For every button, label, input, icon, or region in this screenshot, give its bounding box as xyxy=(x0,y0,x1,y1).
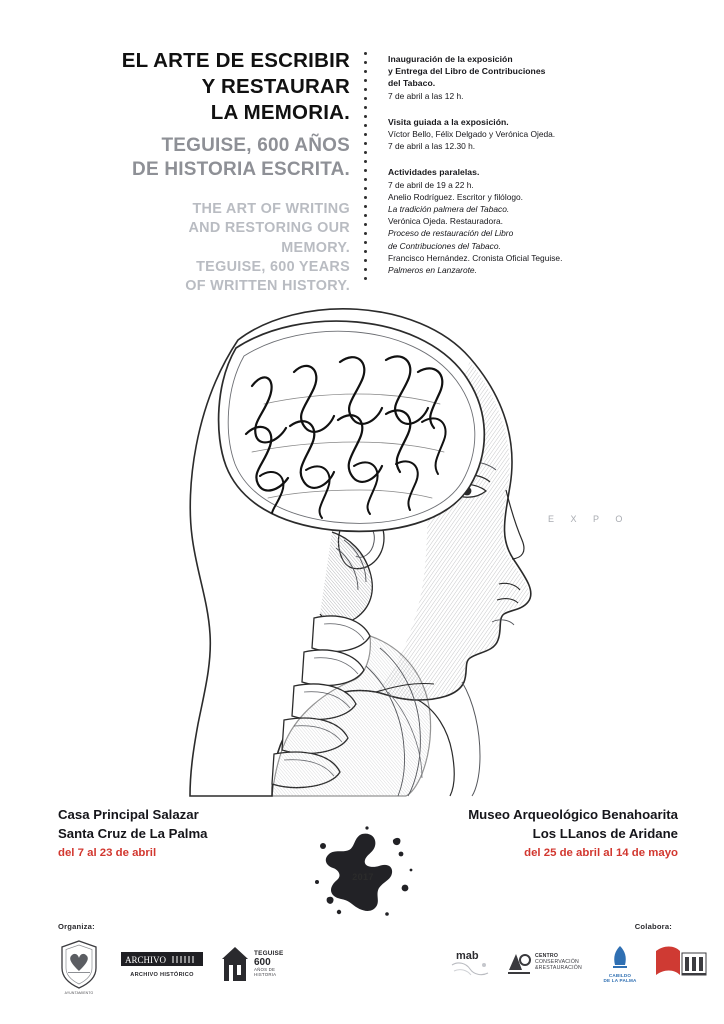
centro-conservacion-restauracion-logo xyxy=(506,940,584,986)
colabora-label: Colabora: xyxy=(634,922,672,931)
info-heading-line: Visita guiada a la exposición. xyxy=(388,116,509,127)
title-english-line: THE ART OF WRITING xyxy=(192,201,350,218)
teguise-600-line-1: TEGUISE xyxy=(254,950,284,958)
organiza-label: Organiza: xyxy=(58,922,95,931)
title-sub xyxy=(118,134,350,183)
info-detail-line: Proceso de restauración del Libro xyxy=(388,228,514,239)
head-anatomy-illustration xyxy=(118,300,638,800)
info-group-actividades-paralelas xyxy=(388,166,608,276)
info-detail-line: Anelio Rodríguez. Escritor y filólogo. xyxy=(388,191,523,202)
title-main-line: LA MEMORIA. xyxy=(210,101,350,125)
svg-text:ARCHIVO: ARCHIVO xyxy=(125,954,167,965)
venue-name-line: Santa Cruz de La Palma xyxy=(58,825,208,841)
cabildo-line-1: CABILDO xyxy=(608,972,632,978)
teguise-600-line-3: AÑOS DE xyxy=(254,967,276,973)
ink-blot xyxy=(305,826,421,918)
info-detail-line: de Contribuciones del Tabaco. xyxy=(388,240,501,251)
centro-line-1: CENTRO xyxy=(535,953,559,960)
expo-wordmark: E X P O xyxy=(548,514,630,524)
archivo-historico-logo xyxy=(116,946,208,982)
info-detail-line: Verónica Ojeda. Restauradora. xyxy=(388,216,503,227)
casa-principal-salazar-logo xyxy=(652,940,710,986)
dotted-divider xyxy=(364,52,367,292)
logo-strip xyxy=(44,934,680,996)
title-english-line: OF WRITTEN HISTORY. xyxy=(185,277,350,294)
info-detail-line: 7 de abril a las 12 h. xyxy=(388,90,464,101)
title-sub-line: TEGUISE, 600 AÑOS xyxy=(161,134,350,156)
info-detail-line: 7 de abril a las 12.30 h. xyxy=(388,141,476,152)
info-detail-line: Palmeros en Lanzarote. xyxy=(388,264,477,275)
info-detail-line: Francisco Hernández. Cronista Oficial Teguise. xyxy=(388,252,563,263)
centro-line-2: CONSERVACIÓN xyxy=(535,959,580,966)
mab-museo-arqueologico-benahoarita-logo xyxy=(442,938,496,988)
venue-name-line: Los LLanos de Aridane xyxy=(532,825,678,841)
info-detail-line: 7 de abril de 19 a 22 h. xyxy=(388,179,474,190)
title-main xyxy=(118,48,350,127)
svg-text:mab: mab xyxy=(456,950,479,962)
title-main-line: Y RESTAURAR xyxy=(201,75,350,99)
year-label: 2017 xyxy=(352,872,374,882)
archivo-historico-caption: ARCHIVO HISTÓRICO xyxy=(130,971,194,978)
title-main-line: EL ARTE DE ESCRIBIR xyxy=(121,49,350,72)
venue-dates: del 7 al 23 de abril xyxy=(58,847,157,860)
info-group-visita-guiada xyxy=(388,116,608,153)
cabildo-line-2: DE LA PALMA xyxy=(603,978,637,983)
title-english-line: TEGUISE, 600 YEARS xyxy=(196,258,350,275)
info-heading-line: Inauguración de la exposición xyxy=(388,54,513,64)
title-block xyxy=(118,48,350,296)
teguise-600-line-2: 600 xyxy=(254,957,271,969)
title-sub-line: DE HISTORIA ESCRITA. xyxy=(132,159,350,181)
info-group-inauguracion xyxy=(388,53,608,102)
centro-line-3: &RESTAURACIÓN xyxy=(535,964,582,971)
title-english xyxy=(118,200,350,296)
info-heading-line: del Tabaco. xyxy=(388,78,436,89)
ayuntamiento-teguise-caption: AYUNTAMIENTO xyxy=(64,991,94,996)
venue-name-line: Casa Principal Salazar xyxy=(58,807,199,822)
ayuntamiento-teguise-crest xyxy=(54,938,104,996)
venue-dates: del 25 de abril al 14 de mayo xyxy=(524,847,678,860)
info-detail-line: La tradición palmera del Tabaco. xyxy=(388,203,510,214)
info-detail-line: Víctor Bello, Félix Delgado y Verónica Ojeda. xyxy=(388,129,556,139)
program-info-column xyxy=(388,53,608,290)
info-heading-line: Actividades paralelas. xyxy=(388,167,480,178)
cabildo-la-palma-logo xyxy=(592,940,648,986)
teguise-600-anos-logo xyxy=(220,942,298,986)
title-english-line: AND RESTORING OUR MEMORY. xyxy=(188,220,350,256)
info-heading-line: y Entrega del Libro de Contribuciones xyxy=(388,66,546,77)
teguise-600-line-4: HISTORIA xyxy=(254,972,277,978)
venue-name-line: Museo Arqueológico Benahoarita xyxy=(468,807,678,822)
